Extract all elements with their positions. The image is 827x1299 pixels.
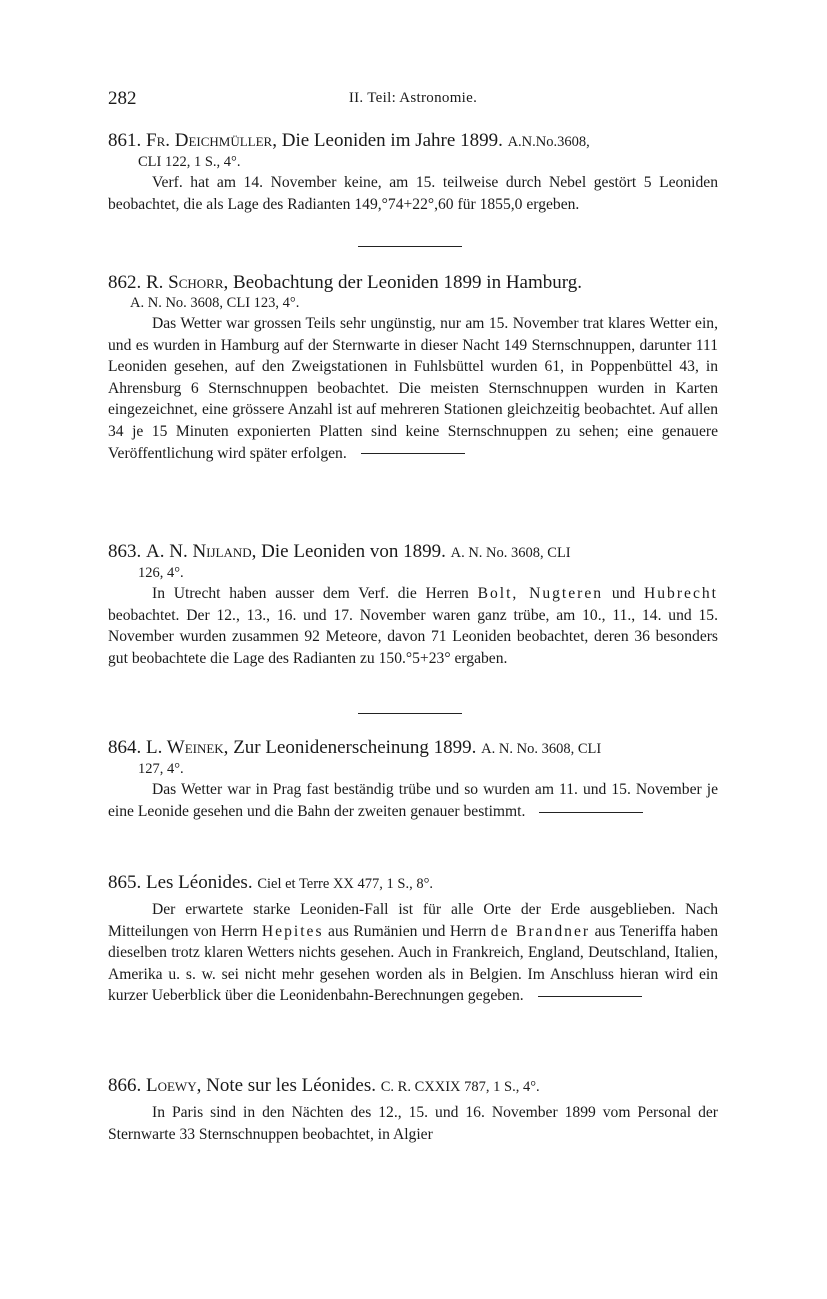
person-name: Hepites (261, 922, 324, 940)
entry-author: R. Schorr, (146, 272, 229, 293)
entry-abstract: In Utrecht haben ausser dem Verf. die Herren Bolt, Nugteren und Hubrecht beobachtet. Der 12., 13., 16. und 17. November waren ganz trübe, am 10., 11., 14. und 15. November wurden zusammen 92 Meteore, davon 71 Leoniden beobachtet, deren 36 besonders gut beobachtete die Lage des Radianten zu 150.°5+23° ergaben. (108, 585, 719, 667)
entry-862 (108, 272, 718, 464)
entry-reference: A.N.No.3608, (507, 134, 590, 150)
entry-865 (108, 872, 718, 1007)
entry-title: 866. Loewy, Note sur les Léonides. C. R. CXXIX 787, 1 S., 4°. (108, 1075, 540, 1096)
entry-title: 865. Les Léonides. Ciel et Terre XX 477, 1 S., 8°. (108, 872, 433, 893)
entry-heading: Beobachtung der Leoniden 1899 in Hamburg. (233, 272, 582, 293)
separator-rule (358, 713, 462, 714)
entry-863 (108, 541, 718, 669)
separator-rule (538, 996, 642, 997)
entry-866 (108, 1075, 718, 1145)
person-names: Bolt, Nugteren (477, 585, 604, 602)
person-name: Hubrecht (643, 585, 719, 602)
person-name: de Brandner (490, 922, 591, 940)
entry-reference-cont: CLI 122, 1 S., 4°. (138, 154, 241, 170)
entry-title: 862. R. Schorr, Beobachtung der Leoniden 1899 in Hamburg. (108, 272, 582, 293)
entry-author: L. Weinek, (146, 737, 229, 758)
separator-rule (539, 812, 643, 813)
entry-heading: Die Leoniden von 1899. (261, 541, 446, 562)
entry-abstract: In Paris sind in den Nächten des 12., 15. und 16. November 1899 vom Personal der Sternwarte 33 Sternschnuppen beobachtet, in Algier (108, 1104, 718, 1143)
entry-abstract: Das Wetter war in Prag fast beständig trübe und so wurden am 11. und 15. November je eine Leonide gesehen und die Bahn der zweiten genauer bestimmt. (108, 781, 718, 820)
entry-reference-cont: 126, 4°. (138, 565, 184, 581)
entry-heading: Note sur les Léonides. (206, 1075, 376, 1096)
entry-author: Loewy, (146, 1075, 202, 1096)
page-number: 282 (108, 88, 137, 109)
entry-author: Fr. Deichmüller, (146, 130, 277, 151)
entry-reference: A. N. No. 3608, CLI (481, 741, 602, 757)
entry-reference: A. N. No. 3608, CLI 123, 4°. (130, 295, 300, 311)
entry-864 (108, 737, 718, 822)
entry-heading: Les Léonides. (146, 872, 253, 893)
entry-abstract: Der erwartete starke Leoniden-Fall ist für alle Orte der Erde ausgeblieben. Nach Mitteilungen von Herrn Hepites aus Rumänien und Herrn de Brandner aus Teneriffa haben dieselben trotz klaren Wetters nichts gesehen. Auch in Frankreich, England, Deutschland, Italien, Amerika u. s. w. sei nicht mehr gesehen worden als in Belgien. Im Anschluss hieran wird ein kurzer Ueberblick über die Leonidenbahn-Berechnungen gegeben. (108, 901, 718, 1005)
separator-rule (361, 453, 465, 454)
entry-reference: Ciel et Terre XX 477, 1 S., 8°. (257, 876, 433, 892)
entry-abstract: Das Wetter war grossen Teils sehr ungünstig, nur am 15. November trat klares Wetter ein, und es wurden in Hamburg auf der Sternwarte in dieser Nacht 149 Sternschnuppen, darunter 111 Leoniden gesehen, auf den Zweigstationen in Fuhlsbüttel wurden 61, in Poppenbüttel 43, in Ahrensburg 6 Sternschnuppen beobachtet. Die meisten Sternschnuppen wurden in Karten eingezeichnet, eine grössere Anzahl ist auf mehreren Stationen gleichzeitig beobachtet. Auf allen 34 je 15 Minuten exponierten Platten sind keine Sternschnuppen zu sehen; eine genauere Veröffentlichung wird später erfolgen. (108, 315, 718, 462)
entry-heading: Zur Leonidenerscheinung 1899. (233, 737, 477, 758)
entry-heading: Die Leoniden im Jahre 1899. (281, 130, 503, 151)
entry-reference-cont: 127, 4°. (138, 761, 184, 777)
entry-title: 863. A. N. Nijland, Die Leoniden von 1899. A. N. No. 3608, CLI (108, 541, 571, 562)
page-header (108, 88, 718, 112)
running-title: II. Teil: Astronomie. (348, 90, 478, 106)
entry-author: A. N. Nijland, (146, 541, 257, 562)
entry-title: 864. L. Weinek, Zur Leonidenerscheinung 1899. A. N. No. 3608, CLI (108, 737, 602, 758)
entry-reference: A. N. No. 3608, CLI (450, 545, 571, 561)
entry-title: 861. Fr. Deichmüller, Die Leoniden im Jahre 1899. A.N.No.3608, (108, 130, 590, 151)
entry-reference: C. R. CXXIX 787, 1 S., 4°. (380, 1079, 540, 1095)
entry-abstract: Verf. hat am 14. November keine, am 15. teilweise durch Nebel gestört 5 Leoniden beobachtet, die als Lage des Radianten 149,°74+22°,60 für 1855,0 ergeben. (108, 174, 718, 213)
entry-861 (108, 130, 718, 215)
separator-rule (358, 246, 462, 247)
